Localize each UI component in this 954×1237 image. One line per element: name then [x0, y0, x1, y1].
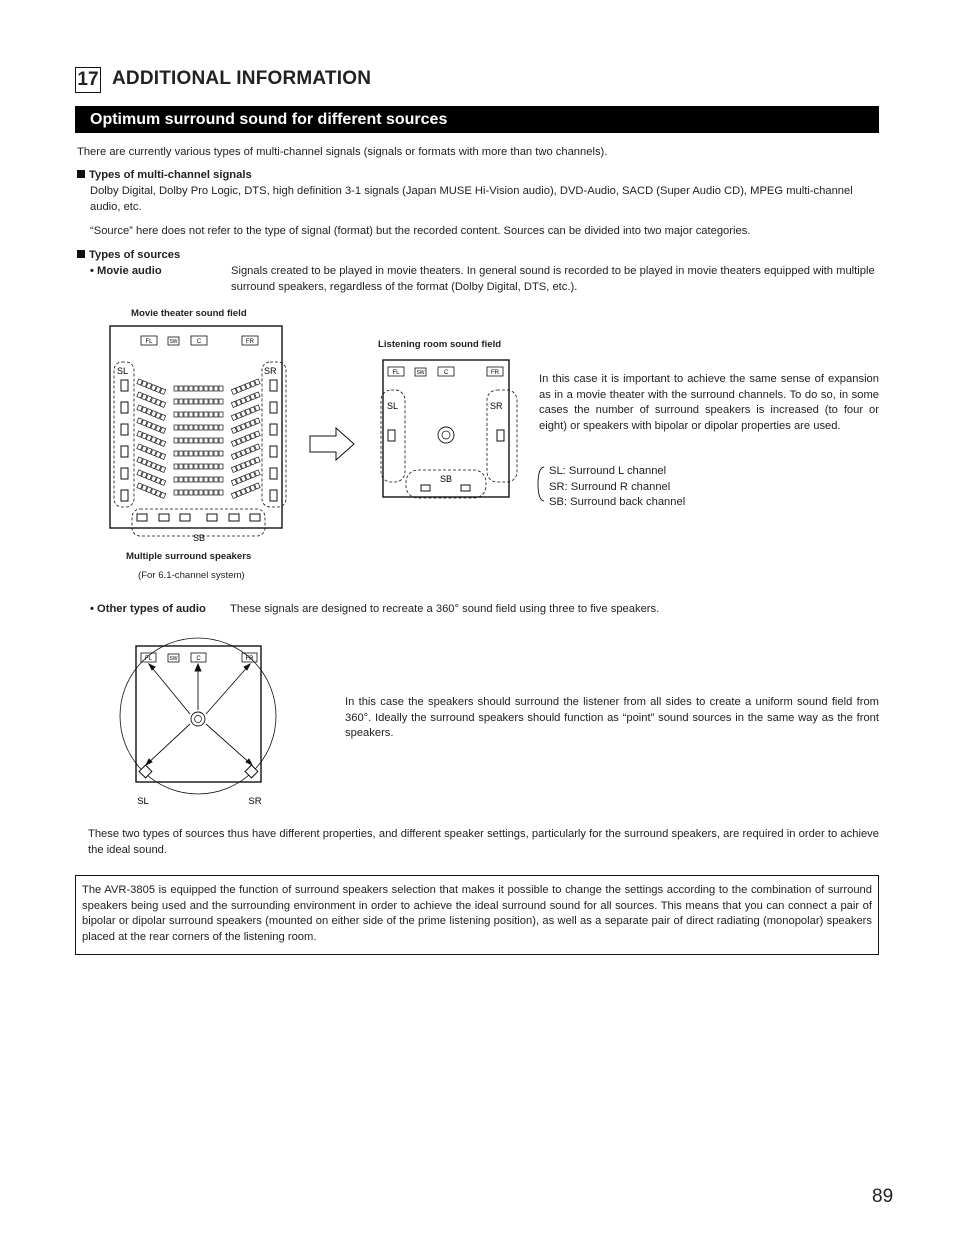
seat	[137, 444, 143, 450]
seat	[142, 381, 148, 387]
seat	[151, 476, 157, 482]
seat	[155, 451, 161, 457]
intro-paragraph: There are currently various types of multi-channel signals (signals or formats with more than two channels).	[77, 146, 608, 158]
seat	[151, 489, 157, 495]
seat	[179, 425, 183, 430]
seat	[194, 412, 198, 417]
seat	[142, 407, 148, 413]
seat	[236, 451, 242, 457]
other-audio-label: • Other types of audio	[90, 603, 206, 615]
seat	[209, 386, 213, 391]
seat	[160, 388, 166, 394]
label-fr: FR	[491, 370, 499, 376]
seat	[137, 431, 143, 437]
seat	[236, 399, 242, 405]
label-c: C	[443, 370, 449, 376]
seat	[146, 474, 152, 480]
seat	[189, 399, 193, 404]
seat	[209, 464, 213, 469]
seat	[174, 438, 178, 443]
seat	[194, 477, 198, 482]
bullet-square-icon	[77, 250, 85, 258]
diagram1-caption: Multiple surround speakers	[126, 551, 252, 562]
seat	[219, 386, 223, 391]
note-box	[75, 875, 879, 955]
seat	[241, 450, 247, 456]
seat	[231, 440, 237, 446]
seat	[194, 386, 198, 391]
seat	[184, 386, 188, 391]
back-speakers	[137, 514, 260, 521]
seat	[204, 438, 208, 443]
types-sources-heading-text: Types of sources	[89, 249, 181, 261]
other-explanation: In this case the speakers should surround the listener from all sides to create a uniform sound field from 360°. Ideally the surround speakers should function as “point” sound sources in the same way as the front speakers.	[345, 696, 879, 740]
seat	[199, 438, 203, 443]
seat	[137, 470, 143, 476]
seat	[219, 490, 223, 495]
seat	[174, 399, 178, 404]
seat	[214, 451, 218, 456]
seat	[174, 490, 178, 495]
seat	[184, 438, 188, 443]
seat	[137, 405, 143, 411]
movie-audio-label: • Movie audio	[90, 265, 162, 277]
seat	[142, 420, 148, 426]
seat	[209, 412, 213, 417]
legend-sl: SL: Surround L channel	[549, 465, 667, 477]
seat	[155, 464, 161, 470]
seat	[151, 411, 157, 417]
seat	[155, 386, 161, 392]
types-signals-text: Dolby Digital, Dolby Pro Logic, DTS, high definition 3-1 signals (Japan MUSE Hi-Vision audio), DVD-Audio, SACD (Super Audio CD), MPEG multi-channel audio, etc.	[90, 185, 853, 213]
theater-seats	[137, 379, 260, 498]
label-c: C	[196, 656, 201, 662]
seat	[231, 466, 237, 472]
seat	[255, 379, 261, 385]
seat	[219, 399, 223, 404]
label-sr: SR	[248, 796, 262, 807]
seat	[146, 448, 152, 454]
seat	[245, 487, 251, 493]
seat	[194, 425, 198, 430]
types-signals-heading	[77, 168, 252, 184]
seat	[231, 388, 237, 394]
seat	[137, 392, 143, 398]
seat	[219, 451, 223, 456]
label-sw: SW	[169, 656, 178, 662]
seat	[255, 470, 261, 476]
seat	[245, 383, 251, 389]
seat	[245, 396, 251, 402]
seat	[179, 386, 183, 391]
seat	[209, 399, 213, 404]
legend-brace-icon	[536, 466, 546, 502]
seat	[155, 412, 161, 418]
seat	[204, 477, 208, 482]
seat	[199, 412, 203, 417]
seat	[236, 386, 242, 392]
seat	[194, 399, 198, 404]
seat	[199, 477, 203, 482]
movie-theater-diagram	[105, 322, 295, 543]
label-sb: SB	[192, 533, 206, 543]
label-sb: SB	[439, 474, 453, 484]
seat	[209, 490, 213, 495]
seat	[142, 394, 148, 400]
seat	[214, 425, 218, 430]
seat	[146, 409, 152, 415]
seat	[189, 425, 193, 430]
seat	[231, 479, 237, 485]
conclusion-paragraph: These two types of sources thus have different properties, and different speaker settings, particularly for the surround speakers, are required in order to achieve the ideal sound.	[88, 828, 879, 856]
seat	[142, 459, 148, 465]
seat	[151, 424, 157, 430]
seat	[255, 483, 261, 489]
seat	[137, 418, 143, 424]
seat	[209, 477, 213, 482]
seat	[184, 451, 188, 456]
seat	[204, 490, 208, 495]
seat	[214, 464, 218, 469]
bullet-square-icon	[77, 170, 85, 178]
legend-sr: SR: Surround R channel	[549, 481, 671, 493]
seat	[209, 438, 213, 443]
movie-explanation: In this case it is important to achieve the same sense of expansion as in a movie theater with the surround channels. To do so, in some cases the number of surround speakers is increased (to four or eight) or speakers with bipolar or dipolar properties are used.	[539, 373, 879, 432]
seat	[231, 401, 237, 407]
seat	[155, 425, 161, 431]
seat	[245, 474, 251, 480]
other-audio-text: These signals are designed to recreate a 360° sound field using three to five speakers.	[230, 603, 660, 615]
label-sr: SR	[264, 366, 277, 376]
section-title: Optimum surround sound for different sources	[75, 106, 879, 133]
seat	[146, 487, 152, 493]
seat	[160, 440, 166, 446]
seat	[189, 438, 193, 443]
seat	[245, 448, 251, 454]
seat	[155, 477, 161, 483]
seat	[236, 490, 242, 496]
seat	[219, 477, 223, 482]
seat	[146, 383, 152, 389]
seat	[174, 412, 178, 417]
seat	[184, 399, 188, 404]
seat	[179, 412, 183, 417]
seat	[204, 412, 208, 417]
seat	[142, 433, 148, 439]
listener-icon	[438, 427, 454, 443]
seat	[184, 464, 188, 469]
seat	[241, 463, 247, 469]
seat	[151, 463, 157, 469]
seat	[231, 427, 237, 433]
seat	[250, 381, 256, 387]
seat	[204, 386, 208, 391]
seat	[236, 438, 242, 444]
seat	[250, 459, 256, 465]
seat	[241, 424, 247, 430]
seat	[137, 379, 143, 385]
seat	[179, 490, 183, 495]
label-c: C	[196, 339, 202, 345]
types-signals-heading-text: Types of multi-channel signals	[89, 169, 252, 181]
seat	[250, 485, 256, 491]
seat	[189, 490, 193, 495]
seat	[137, 483, 143, 489]
seat	[209, 451, 213, 456]
label-fr: FR	[245, 656, 254, 662]
seat	[214, 412, 218, 417]
seat	[219, 425, 223, 430]
seat	[204, 464, 208, 469]
seat	[160, 479, 166, 485]
seat	[184, 425, 188, 430]
seat	[151, 450, 157, 456]
seat	[219, 464, 223, 469]
seat	[214, 438, 218, 443]
seat	[231, 453, 237, 459]
seat	[250, 433, 256, 439]
seat	[194, 438, 198, 443]
seat	[174, 464, 178, 469]
chapter-number: 17	[75, 67, 101, 93]
seat	[189, 386, 193, 391]
seat	[160, 466, 166, 472]
seat	[189, 412, 193, 417]
seat	[146, 422, 152, 428]
seat	[184, 490, 188, 495]
seat	[231, 492, 237, 498]
seat	[194, 451, 198, 456]
seat	[151, 398, 157, 404]
seat	[189, 464, 193, 469]
types-sources-heading	[77, 248, 180, 264]
seat	[179, 438, 183, 443]
seat	[151, 385, 157, 391]
surround-360-diagram	[116, 640, 282, 810]
page-number: 89	[872, 1186, 894, 1207]
seat	[174, 451, 178, 456]
sb-dashed-group	[132, 509, 265, 536]
seat	[241, 398, 247, 404]
seat	[189, 451, 193, 456]
seat	[199, 490, 203, 495]
seat	[236, 477, 242, 483]
seat	[250, 394, 256, 400]
diagram1-title: Movie theater sound field	[131, 308, 247, 319]
seat	[194, 490, 198, 495]
diagram1-subcaption: (For 6.1-channel system)	[138, 570, 245, 581]
note-box-text: The AVR-3805 is equipped the function of surround speakers selection that makes it possible to change the settings according to the combination of surround speakers being used and the surrounding environment in order to achieve the ideal surround sound for all sources. This means that you can connect a pair of bipolar or dipolar surround speakers (mounted on either side of the prime listening position), as well as a separate pair of direct radiating (monopolar) speakers placed at the rear corners of the listening room.	[82, 884, 872, 943]
seat	[245, 435, 251, 441]
seat	[142, 485, 148, 491]
legend-sb: SB: Surround back channel	[549, 496, 686, 508]
source-note: “Source” here does not refer to the type of signal (format) but the recorded content. Sources can be divided into two major categories.	[90, 225, 751, 237]
seat	[250, 472, 256, 478]
seat	[250, 420, 256, 426]
seat	[214, 386, 218, 391]
label-fl: FL	[392, 370, 400, 376]
seat	[146, 435, 152, 441]
chapter-title: ADDITIONAL INFORMATION	[112, 68, 372, 89]
seat	[146, 461, 152, 467]
label-fr: FR	[246, 339, 254, 345]
seat	[255, 457, 261, 463]
seat	[194, 464, 198, 469]
seat	[204, 399, 208, 404]
seat	[241, 476, 247, 482]
front-speakers	[141, 336, 258, 345]
seat	[204, 451, 208, 456]
seat	[236, 464, 242, 470]
listener-icon	[191, 712, 205, 726]
seat	[241, 411, 247, 417]
seat	[236, 425, 242, 431]
label-sw: SW	[416, 370, 425, 376]
seat	[199, 386, 203, 391]
seat	[151, 437, 157, 443]
seat	[199, 399, 203, 404]
seat	[245, 461, 251, 467]
seat	[209, 425, 213, 430]
arrow-right-icon	[308, 426, 356, 462]
seat	[214, 490, 218, 495]
seat	[160, 492, 166, 498]
seat	[219, 438, 223, 443]
label-sr: SR	[490, 401, 503, 411]
seat	[231, 414, 237, 420]
seat	[214, 477, 218, 482]
seat	[160, 427, 166, 433]
seat	[241, 385, 247, 391]
seat	[155, 399, 161, 405]
seat	[255, 418, 261, 424]
seat	[245, 422, 251, 428]
seat	[255, 444, 261, 450]
seat	[174, 477, 178, 482]
label-fl: FL	[144, 656, 153, 662]
seat	[241, 489, 247, 495]
seat	[219, 412, 223, 417]
diagram2-title: Listening room sound field	[378, 339, 502, 350]
seat	[250, 407, 256, 413]
seat	[199, 464, 203, 469]
movie-audio-text: Signals created to be played in movie theaters. In general sound is recorded to be played in movie theaters equipped with multiple surround speakers, regardless of the format (Dolby Digital, DTS, etc.).	[231, 265, 875, 293]
seat	[241, 437, 247, 443]
seat	[146, 396, 152, 402]
seat	[204, 425, 208, 430]
seat	[199, 451, 203, 456]
seat	[142, 472, 148, 478]
seat	[236, 412, 242, 418]
label-sl: SL	[117, 366, 129, 376]
seat	[160, 414, 166, 420]
label-fl: FL	[145, 339, 153, 345]
label-sl: SL	[137, 796, 149, 807]
seat	[179, 399, 183, 404]
listening-room-diagram	[376, 356, 522, 502]
seat	[174, 386, 178, 391]
seat	[184, 477, 188, 482]
label-sl: SL	[387, 401, 399, 411]
seat	[255, 392, 261, 398]
seat	[255, 431, 261, 437]
seat	[184, 412, 188, 417]
seat	[174, 425, 178, 430]
seat	[189, 477, 193, 482]
seat	[214, 399, 218, 404]
seat	[137, 457, 143, 463]
seat	[245, 409, 251, 415]
seat	[155, 490, 161, 496]
seat	[160, 453, 166, 459]
seat	[255, 405, 261, 411]
seat	[199, 425, 203, 430]
seat	[179, 451, 183, 456]
label-sw: SW	[169, 339, 178, 345]
seat	[142, 446, 148, 452]
seat	[160, 401, 166, 407]
seat	[179, 464, 183, 469]
seat	[179, 477, 183, 482]
seat	[250, 446, 256, 452]
seat	[155, 438, 161, 444]
